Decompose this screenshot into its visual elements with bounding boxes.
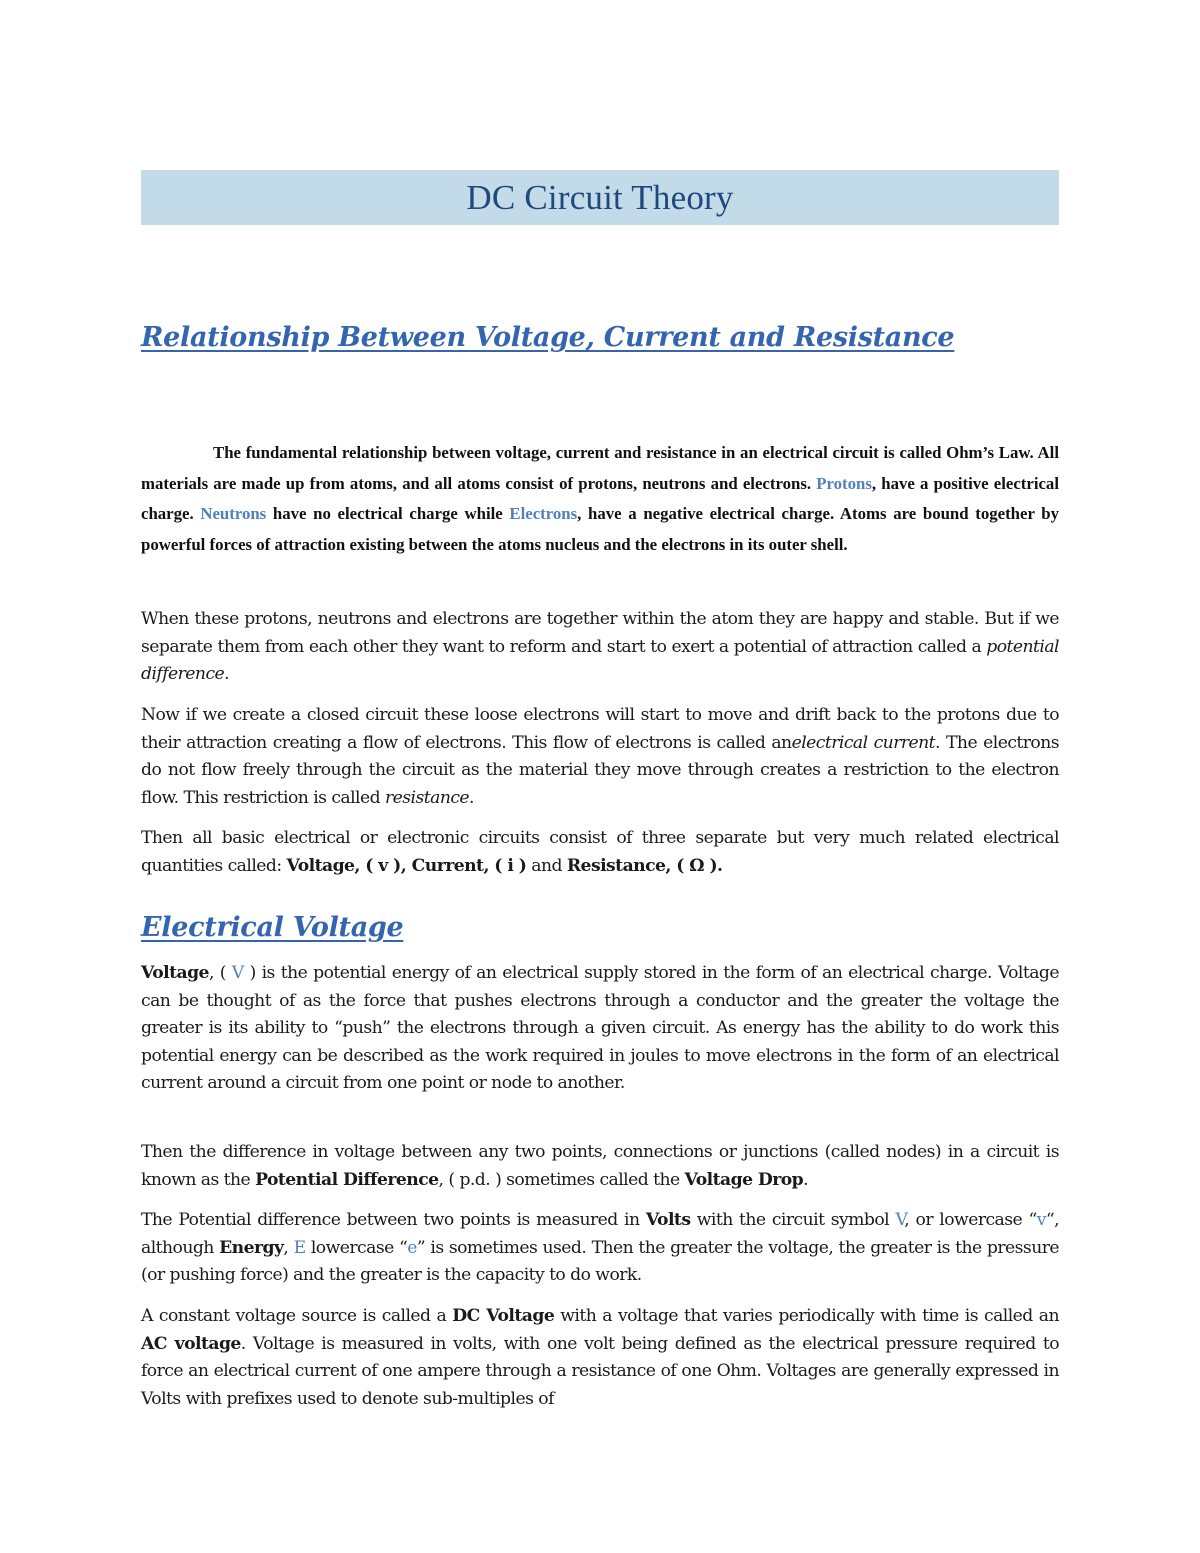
p-text: , ( p.d. ) sometimes called the	[438, 1169, 685, 1190]
p-text: .	[224, 664, 230, 684]
p-bold: Energy	[219, 1237, 284, 1258]
document-title: DC Circuit Theory	[466, 177, 734, 217]
p-bold: Resistance, ( Ω ).	[566, 855, 723, 876]
volts-symbol: V	[895, 1210, 905, 1230]
p-text: lowercase “	[305, 1237, 408, 1258]
p-text: Now if we create a closed circuit these loose electrons will start to move and drift back to the protons due to their attraction creating a flow of electrons. This flow of electrons is called an	[141, 705, 1059, 753]
paragraph-electrical-current	[141, 702, 1059, 812]
p-text: and	[526, 855, 567, 876]
p-emphasis: resistance	[385, 787, 470, 808]
volts-lower-symbol: v	[1036, 1210, 1046, 1230]
paragraph-quantities	[141, 825, 1059, 880]
p-emphasis: electrical current	[791, 732, 936, 753]
p-text: . The electrons do not flow freely through the circuit as the material they move through creates a restriction to the electron flow. This restriction is called	[141, 732, 1060, 808]
p-text: with a voltage that varies periodically with time is called an	[554, 1306, 1059, 1326]
section-heading-electrical-voltage: Electrical Voltage	[141, 912, 404, 943]
paragraph-potential-difference	[141, 606, 1059, 689]
p-bold: Potential Difference	[255, 1169, 439, 1190]
p-text: ,	[283, 1237, 294, 1258]
p-text: .	[469, 787, 474, 808]
p-text: , or lowercase “	[904, 1210, 1037, 1230]
p-text: Then the difference in voltage between any two points, connections or junctions (called nodes) in a circuit is known as the	[141, 1142, 1059, 1190]
voltage-symbol: V	[231, 963, 244, 983]
protons-term: Protons	[816, 473, 872, 493]
intro-text-4: , have a negative electrical charge. Atoms are bound together by powerful forces of attraction existing between the atoms nucleus and the electrons in its outer shell.	[141, 504, 1059, 554]
paragraph-potential-difference-def	[141, 1139, 1059, 1194]
energy-lower-symbol: e	[407, 1237, 417, 1258]
p-bold: DC Voltage	[452, 1306, 555, 1326]
energy-symbol: E	[293, 1237, 306, 1258]
neutrons-term: Neutrons	[200, 504, 267, 523]
p-emphasis: potential difference	[141, 636, 1059, 684]
p-text: .	[803, 1169, 809, 1190]
p-text: “, although	[141, 1210, 1060, 1258]
p-text: , (	[208, 963, 232, 983]
intro-text-1: The fundamental relationship between voltage, current and resistance in an electrical circuit is called Ohm’s Law. All materials are made up from atoms, and all atoms consist of protons, neutrons and electrons.	[141, 443, 1059, 493]
intro-text-3: have no electrical charge while	[266, 504, 510, 523]
paragraph-dc-ac-voltage	[141, 1303, 1059, 1413]
section-heading-ohms-law: Relationship Between Voltage, Current and Resistance	[141, 322, 955, 353]
p-text: . Voltage is measured in volts, with one volt being defined as the electrical pressure required to force an electrical current of one ampere through a resistance of one Ohm. Voltages are generally expressed in Volts with prefixes used to denote sub-multiples of	[141, 1333, 1059, 1409]
p-text: with the circuit symbol	[690, 1210, 896, 1230]
p-bold: Voltage, ( v ), Current, ( i )	[286, 855, 527, 876]
p-text: A constant voltage source is called a	[141, 1306, 453, 1326]
electrons-term: Electrons	[509, 504, 578, 523]
p-text: ” is sometimes used. Then the greater the voltage, the greater is the pressure (or pushing force) and the greater is the capacity to do work.	[141, 1237, 1059, 1285]
paragraph-volts	[141, 1207, 1059, 1290]
p-bold: Voltage Drop	[684, 1169, 804, 1190]
p-text: ) is the potential energy of an electrical supply stored in the form of an electrical charge. Voltage can be thought of as the force that pushes electrons through a conductor and the greater the voltage the greater is its ability to “push” the electrons through a given circuit. As energy has the ability to do work this potential energy can be described as the work required in joules to move electrons in the form of an electrical current around a circuit from one point or node to another.	[141, 963, 1059, 1093]
paragraph-voltage-definition	[141, 960, 1059, 1098]
p-text: Then all basic electrical or electronic circuits consist of three separate but very much related electrical quantities called:	[141, 828, 1059, 876]
p-bold: Voltage	[141, 963, 209, 983]
p-text: When these protons, neutrons and electrons are together within the atom they are happy and stable. But if we separate them from each other they want to reform and start to exert a potential of attraction called a	[141, 609, 1059, 657]
intro-paragraph	[141, 438, 1059, 560]
title-banner	[141, 170, 1059, 225]
p-text: The Potential difference between two points is measured in	[141, 1210, 646, 1230]
p-bold: AC voltage	[141, 1333, 241, 1354]
p-bold: Volts	[645, 1210, 691, 1230]
intro-text-2: , have a positive electrical charge.	[141, 473, 1059, 523]
